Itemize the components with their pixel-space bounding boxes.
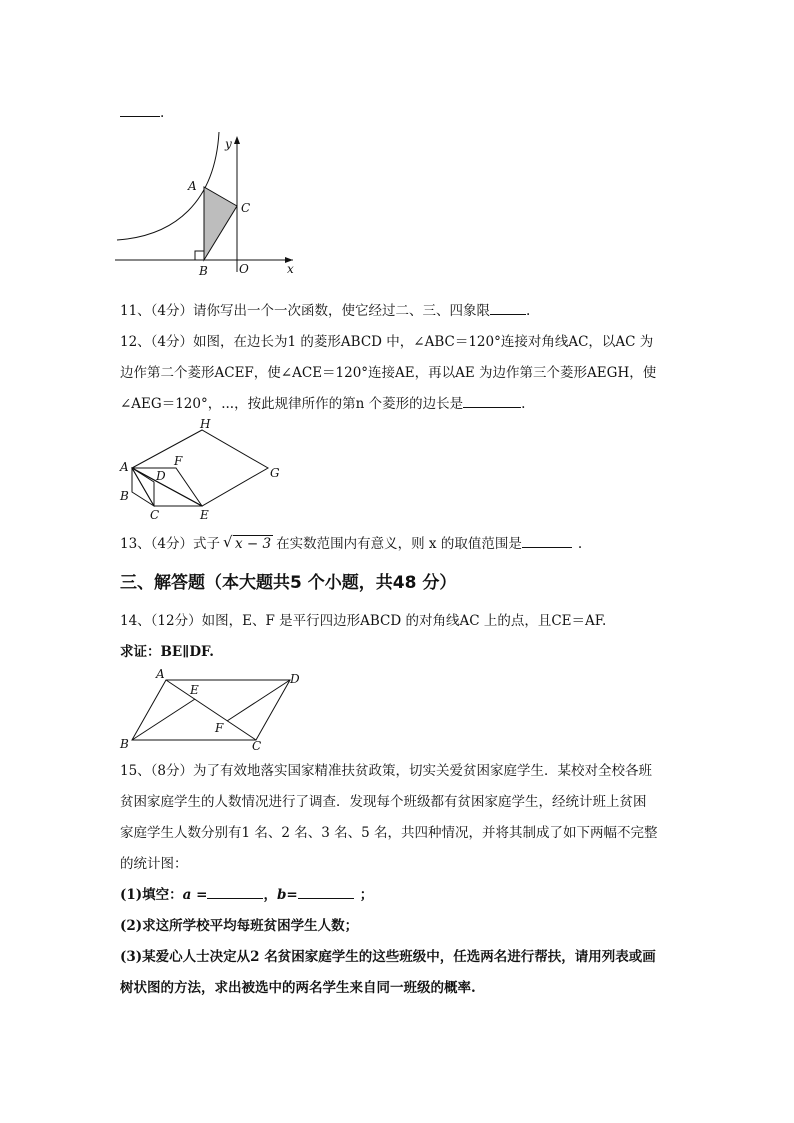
period: . (160, 105, 165, 121)
label-B: B (120, 737, 129, 751)
segment-BE (132, 699, 195, 740)
label-F: F (215, 721, 224, 735)
figure-parallelogram (114, 666, 314, 752)
answer-blank (463, 395, 521, 408)
question-11-text: 11、（4分）请你写出一个一次函数，使它经过二、三、四象限 (120, 303, 491, 319)
label-B: B (120, 489, 129, 503)
label-A: A (156, 667, 165, 681)
label-E: E (190, 683, 199, 697)
label-E: E (200, 508, 209, 522)
label-y: y (225, 137, 232, 151)
label-G: G (270, 466, 280, 480)
answer-blank (490, 302, 526, 315)
label-C: C (252, 739, 262, 752)
radical-sign: √ (223, 533, 233, 551)
period: . (577, 536, 583, 552)
semicolon: ； (359, 887, 374, 903)
diagonal-AC (166, 680, 256, 740)
figure-coordinate-triangle (115, 132, 305, 282)
y-axis-arrow (234, 136, 240, 144)
question-15-part-3-line-1: (3)某爱心人士决定从2 名贫困家庭学生的这些班级中，任选两名进行帮扶，请用列表或画 (120, 949, 656, 965)
label-C: C (241, 201, 251, 215)
square-root-expression (223, 535, 273, 553)
question-15-part-1: (1)填空：a = ，b= ； (120, 887, 374, 903)
question-12-line-2: 边作第二个菱形ACEF，使∠ACE＝120°连接AE，再以AE 为边作第三个菱形AEGH，使 (120, 365, 657, 381)
question-12-line-3 (120, 395, 525, 413)
segment-DF (227, 680, 290, 721)
period: . (521, 396, 526, 412)
question-15-part-2: (2)求这所学校平均每班贫困学生人数； (120, 918, 359, 934)
variable-a: a = (182, 887, 208, 903)
radicand: x − 3 (235, 536, 272, 552)
label-B: B (199, 264, 208, 278)
label-A: A (120, 460, 129, 474)
answer-blank-b (298, 886, 354, 899)
label-D: D (290, 672, 300, 686)
section-3-heading: 三、解答题（本大题共5 个小题，共48 分） (120, 573, 457, 593)
label-H: H (200, 418, 211, 431)
answer-blank-a (207, 886, 263, 899)
right-angle-mark (195, 251, 204, 260)
label-D: D (156, 469, 166, 483)
label-O: O (239, 262, 249, 276)
figure-rhombus-sequence (114, 418, 284, 526)
label-x: x (287, 262, 294, 276)
question-15-part-3-line-2: 树状图的方法，求出被选中的两名学生来自同一班级的概率. (120, 980, 476, 996)
question-15-line-3: 家庭学生人数分别有1 名、2 名、3 名、5 名，共四种情况，并将其制成了如下两幅不完整 (120, 825, 658, 841)
variable-b: b= (276, 887, 298, 903)
question-13-text-after: 在实数范围内有意义，则 x 的取值范围是 (276, 536, 522, 552)
label-F: F (174, 454, 183, 468)
question-15-line-4: 的统计图： (120, 856, 188, 872)
question-15-line-2: 贫困家庭学生的人数情况进行了调查．发现每个班级都有贫困家庭学生，经统计班上贫困 (120, 794, 647, 810)
answer-blank (522, 535, 572, 548)
question-12-line-1: 12、（4分）如图，在边长为1 的菱形ABCD 中，∠ABC＝120°连接对角线AC，以AC 为 (120, 334, 654, 350)
question-15-line-1: 15、（8分）为了有效地落实国家精准扶贫政策，切实关爱贫困家庭学生．某校对全校各班 (120, 763, 653, 779)
question-12-line-3-text: ∠AEG＝120°，...，按此规律所作的第n 个菱形的边长是 (120, 396, 464, 412)
question-14-line-2: 求证：BE∥DF. (120, 644, 214, 660)
answer-blank (120, 104, 160, 117)
question-11 (120, 302, 530, 320)
question-13-text-before: 13、（4分）式子 (120, 536, 221, 552)
previous-answer-line (120, 104, 164, 122)
period: . (526, 303, 531, 319)
question-13 (120, 535, 582, 553)
part-1-prefix: (1)填空： (120, 887, 183, 903)
label-C: C (150, 508, 160, 522)
label-A: A (188, 179, 197, 193)
shaded-triangle (204, 187, 237, 260)
question-14-line-1: 14、（12分）如图，E、F 是平行四边形ABCD 的对角线AC 上的点，且CE＝AF. (120, 613, 607, 629)
